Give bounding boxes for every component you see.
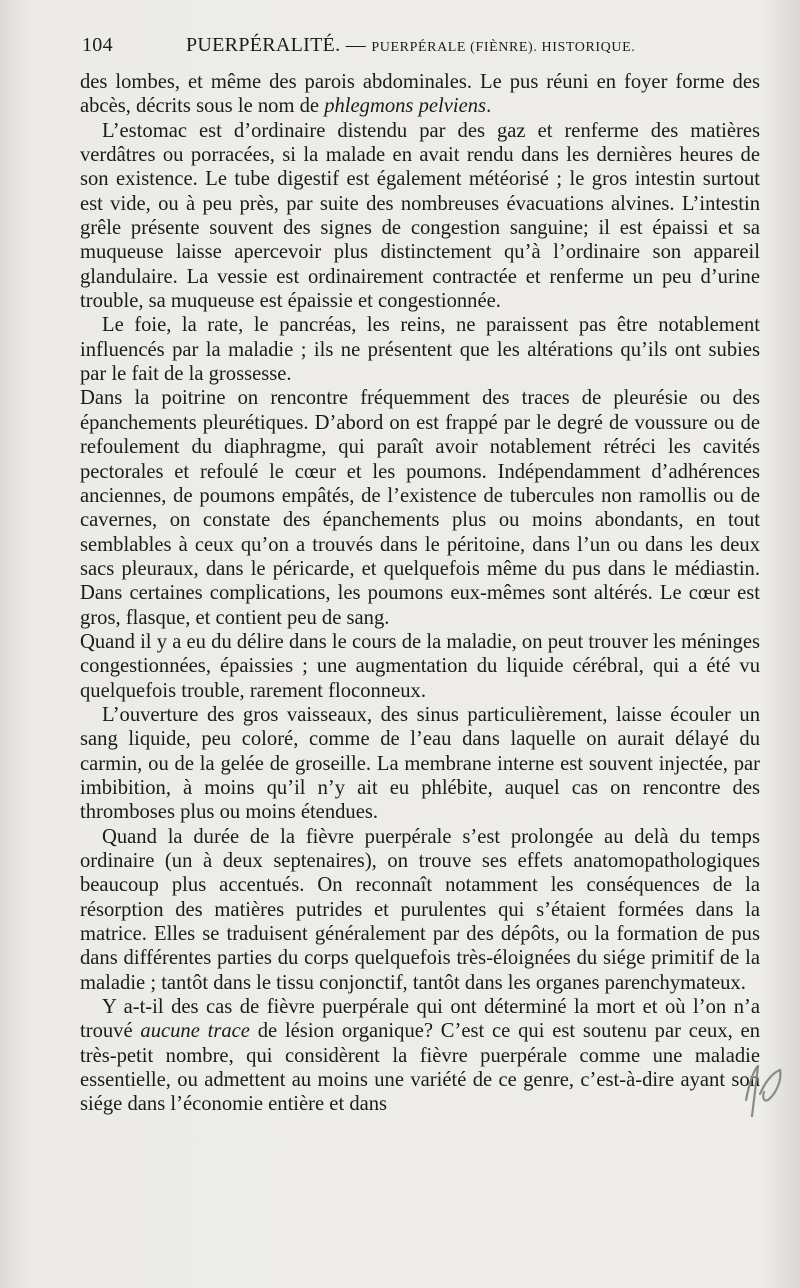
paragraph-8-text: Y a-t-il des cas de fièvre puerpérale qui ont déterminé la mort et où l’on n’a trouvé — [80, 996, 760, 1043]
paragraph-2: L’estomac est d’ordinaire distendu par des gaz et renferme des matières verdâtres ou porracées, si la malade en avait rendu dans les dernières heures de son existence. Le tube digestif est également météorisé ; le gros intestin surtout est vide, ou à peu près, par suite des nombreuses évacuations alvines. L’intestin grêle présente souvent des signes de congestion sanguine; il est épaissi et sa muqueuse laisse apercevoir plus distinctement qu’à l’ordinaire son appareil glandulaire. La vessie est ordinairement contractée et renferme un peu d’urine trouble, sa muqueuse est épaissie et congestionnée. — [80, 119, 760, 313]
pencil-mark-icon — [740, 1060, 786, 1130]
paragraph-3: Le foie, la rate, le pancréas, les reins, ne paraissent pas être notablement influencés par la maladie ; ils ne présentent que les altérations qu’ils ont subies par le fait de la grossesse. — [80, 314, 760, 386]
paragraph-5: Quand il y a eu du délire dans le cours de la maladie, on peut trouver les méninges congestionnées, épaissies ; une augmentation du liquide cérébral, qui a été vu quelquefois trouble, rarement floconneux. — [80, 630, 760, 702]
header-separator: — — [345, 34, 367, 56]
paragraph-1-italic: phlegmons pelviens — [324, 95, 487, 118]
header-subtitle: PUERPÉRALE (FIÈNRE). HISTORIQUE. — [371, 40, 636, 55]
body-text — [80, 70, 760, 1117]
paragraph-7: Quand la durée de la fièvre puerpérale s’est prolongée au delà du temps ordinaire (un à deux septenaires), on trouve ses effets anatomopathologiques beaucoup plus accentués. On reconnaît notamment les conséquences de la résorption des matières putrides et purulentes qui s’étaient formées dans la matrice. Elles se traduisent généralement par des dépôts, ou la formation de pus dans différentes parties du corps quelquefois très-éloignées du siége primitif de la maladie ; tantôt dans le tissu conjonctif, tantôt dans les organes parenchymateux. — [80, 825, 760, 994]
paragraph-4: Dans la poitrine on rencontre fréquemment des traces de pleurésie ou des épanchements pleurétiques. D’abord on est frappé par le degré de voussure ou de refoulement du diaphragme, qui paraît avoir notablement rétréci les cavités pectorales et refoulé le cœur et les poumons. Indépendamment d’adhérences anciennes, de poumons empâtés, de l’existence de tubercules non ramollis ou de cavernes, on constate des épanchements plus ou moins abondants, en tout semblables à ceux qu’on a trouvés dans le péritoine, dans l’un ou dans les deux sacs pleuraux, dans le péricarde, et quelquefois même du pus dans le médiastin. Dans certaines complications, les poumons eux-mêmes sont altérés. Le cœur est gros, flasque, et contient peu de sang. — [80, 387, 760, 629]
paragraph-6: L’ouverture des gros vaisseaux, des sinus particulièrement, laisse écouler un sang liquide, peu coloré, comme de l’eau dans laquelle on aurait délayé du carmin, ou de la gelée de groseille. La membrane interne est souvent injectée, par imbibition, à moins qu’il n’y ait eu phlébite, auquel cas on rencontre des thromboses plus ou moins étendues. — [80, 703, 760, 824]
paragraph-8-tail: de lésion organique? C’est ce qui est soutenu par ceux, en très-petit nombre, qui considèrent la fièvre puerpérale comme une maladie essentielle, ou admettent au moins une variété de ce genre, c’est-à-dire ayant son siége dans l’économie entière et dans — [80, 1020, 760, 1116]
header-title: PUERPÉRALITÉ. — [186, 34, 341, 56]
page-number: 104 — [82, 34, 113, 56]
paragraph-1-text: des lombes, et même des parois abdominales. Le pus réuni en foyer forme des abcès, décrits sous le nom de — [80, 71, 760, 118]
running-header — [82, 34, 762, 62]
paragraph-1-tail: . — [486, 95, 492, 118]
running-title — [186, 34, 635, 57]
paragraph-8 — [80, 995, 760, 1117]
paragraph-8-italic: aucune trace — [140, 1020, 250, 1043]
paragraph-1 — [80, 70, 760, 119]
